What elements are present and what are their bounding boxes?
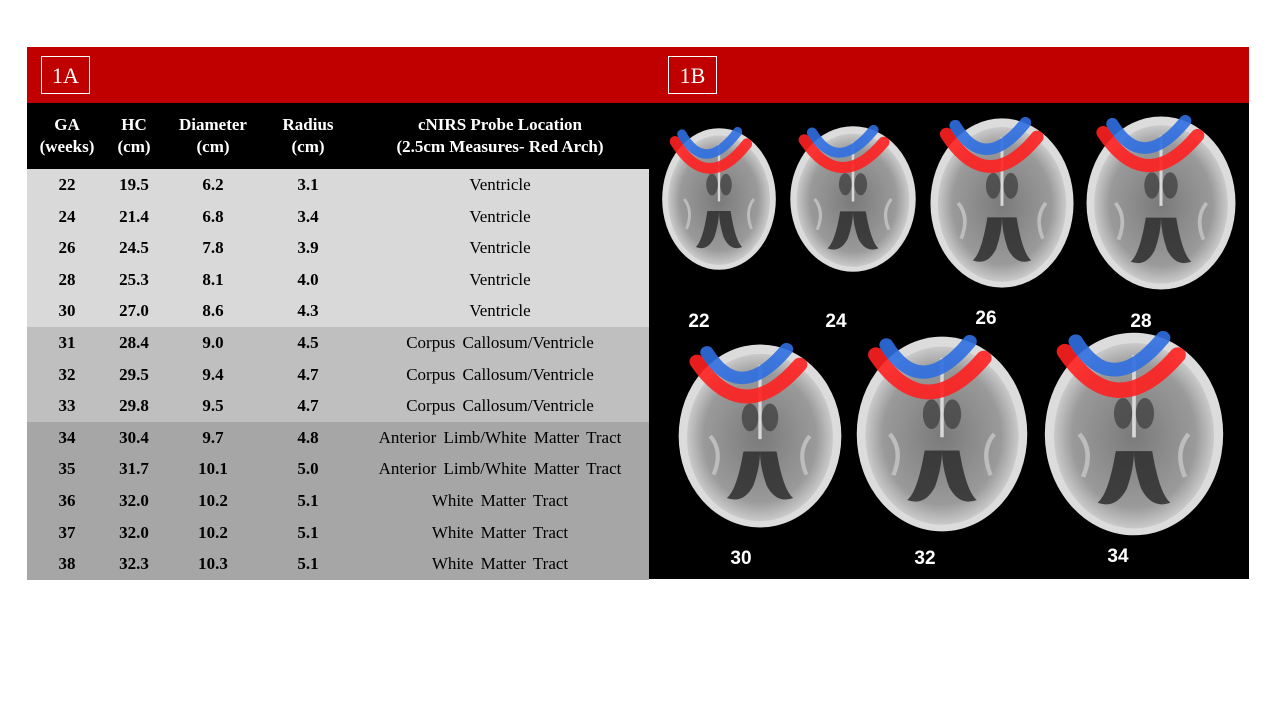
cell-ga: 26 (58, 238, 76, 258)
brain-ga-label: 26 (975, 308, 997, 329)
cell-probe-location: White Matter Tract (431, 554, 569, 574)
header-radius: Radius (cm) (282, 115, 334, 156)
cell-hc: 32.0 (119, 522, 149, 542)
cell-probe-location: Ventricle (469, 301, 531, 321)
cell-radius: 5.1 (297, 522, 319, 542)
cell-probe-location: Ventricle (469, 238, 531, 258)
brain-image-panel (649, 103, 1249, 579)
table-row (27, 201, 649, 233)
table-row (27, 422, 649, 454)
cell-diameter: 8.1 (202, 269, 224, 289)
cell-diameter: 10.2 (198, 491, 228, 510)
cell-hc: 25.3 (119, 269, 149, 289)
cell-hc: 28.4 (119, 333, 149, 352)
cell-radius: 5.1 (297, 554, 319, 574)
brain-ga-label: 34 (1107, 546, 1129, 567)
table-row (27, 264, 649, 296)
table-row (27, 295, 649, 327)
cell-diameter: 10.1 (198, 459, 228, 479)
cell-ga: 32 (58, 364, 76, 384)
ventricle-frontal (923, 399, 940, 429)
ventricle-frontal (944, 399, 961, 429)
cell-ga: 28 (58, 269, 76, 289)
table-row (27, 517, 649, 549)
cell-diameter: 9.0 (202, 333, 224, 352)
brain-ga-label: 22 (688, 311, 710, 332)
table-row (27, 390, 649, 422)
cell-radius: 5.0 (297, 459, 319, 479)
cell-diameter: 9.4 (202, 364, 224, 384)
cell-hc: 30.4 (119, 427, 149, 447)
cell-ga: 35 (58, 459, 76, 479)
title-banner (27, 47, 1249, 103)
cell-radius: 3.4 (297, 206, 319, 226)
cell-radius: 4.7 (297, 364, 319, 384)
cell-radius: 4.0 (297, 269, 319, 289)
table-body (27, 169, 649, 579)
cell-probe-location: Corpus Callosum/Ventricle (406, 364, 594, 384)
cell-ga: 24 (58, 206, 76, 226)
cell-ga: 22 (58, 175, 76, 194)
table-row (27, 359, 649, 391)
cell-diameter: 9.5 (202, 396, 224, 416)
cell-probe-location: Anterior Limb/White Matter Tract (378, 459, 622, 479)
table-row (27, 548, 649, 580)
cell-hc: 21.4 (119, 206, 149, 226)
ventricle-frontal (706, 174, 718, 196)
brain-ga-label: 28 (1130, 311, 1152, 332)
cell-radius: 4.8 (297, 427, 319, 447)
cell-diameter: 7.8 (202, 238, 224, 258)
cell-ga: 34 (58, 427, 76, 447)
cell-radius: 3.9 (297, 238, 319, 258)
brain-ga-label: 32 (914, 548, 936, 569)
cell-hc: 32.3 (119, 554, 149, 574)
brain-scan-image (1085, 115, 1237, 291)
cell-ga: 31 (58, 333, 76, 352)
brain-scan-image (1043, 331, 1225, 537)
cell-diameter: 9.7 (202, 427, 224, 447)
cell-probe-location: Corpus Callosum/Ventricle (406, 396, 594, 416)
cell-hc: 32.0 (119, 491, 149, 510)
ventricle-frontal (839, 173, 852, 195)
cell-probe-location: Ventricle (469, 206, 531, 226)
cell-probe-location: Ventricle (469, 269, 531, 289)
header-probe-location: cNIRS Probe Location (2.5cm Measures- Red Arch) (396, 115, 604, 156)
cell-hc: 27.0 (119, 301, 149, 321)
ventricle-frontal (1136, 398, 1154, 429)
cell-diameter: 6.2 (202, 175, 224, 194)
brain-scan-image (677, 343, 843, 529)
cell-hc: 19.5 (119, 175, 149, 194)
table-row (27, 169, 649, 201)
cell-hc: 24.5 (119, 238, 149, 258)
cell-diameter: 10.2 (198, 522, 228, 542)
ventricle-frontal (1163, 172, 1178, 198)
ventricle-frontal (762, 403, 779, 431)
cell-diameter: 10.3 (198, 554, 228, 574)
cell-hc: 29.5 (119, 364, 149, 384)
table-row (27, 453, 649, 485)
cell-radius: 5.1 (297, 491, 319, 510)
ventricle-frontal (986, 173, 1001, 199)
cell-ga: 36 (58, 491, 76, 510)
ventricle-frontal (742, 403, 759, 431)
cell-probe-location: Ventricle (469, 175, 531, 194)
header-hc: HC (cm) (117, 115, 151, 156)
cell-diameter: 6.8 (202, 206, 224, 226)
cell-radius: 3.1 (297, 175, 319, 194)
cell-radius: 4.7 (297, 396, 319, 416)
brain-ga-label: 24 (825, 311, 847, 332)
brain-ga-label: 30 (730, 548, 752, 569)
cell-hc: 31.7 (119, 459, 149, 479)
brain-scan-image (661, 127, 777, 271)
cell-probe-location: White Matter Tract (431, 491, 569, 510)
cell-ga: 38 (58, 554, 76, 574)
panel-tag-1a: 1A (41, 56, 90, 94)
cell-ga: 33 (58, 396, 76, 416)
cell-probe-location: Corpus Callosum/Ventricle (406, 333, 594, 352)
header-ga: GA (weeks) (39, 115, 95, 156)
ventricle-frontal (1114, 398, 1132, 429)
brain-scan-image (789, 125, 917, 273)
ventricle-frontal (854, 173, 867, 195)
cell-radius: 4.5 (297, 333, 319, 352)
table-row (27, 485, 649, 517)
cell-hc: 29.8 (119, 396, 149, 416)
table-header (27, 103, 649, 169)
brain-scan-image (855, 335, 1029, 533)
cell-ga: 30 (58, 301, 76, 321)
ventricle-frontal (720, 174, 732, 196)
cell-probe-location: Anterior Limb/White Matter Tract (378, 427, 622, 447)
brain-scan-image (929, 117, 1075, 289)
panel-tag-1b: 1B (668, 56, 717, 94)
table-row (27, 232, 649, 264)
cell-ga: 37 (58, 522, 76, 542)
cell-diameter: 8.6 (202, 301, 224, 321)
measurement-table (27, 103, 649, 579)
header-diameter: Diameter (cm) (179, 115, 247, 156)
table-row (27, 327, 649, 359)
cell-probe-location: White Matter Tract (431, 522, 569, 542)
ventricle-frontal (1144, 172, 1159, 198)
ventricle-frontal (1003, 173, 1018, 199)
cell-radius: 4.3 (297, 301, 319, 321)
